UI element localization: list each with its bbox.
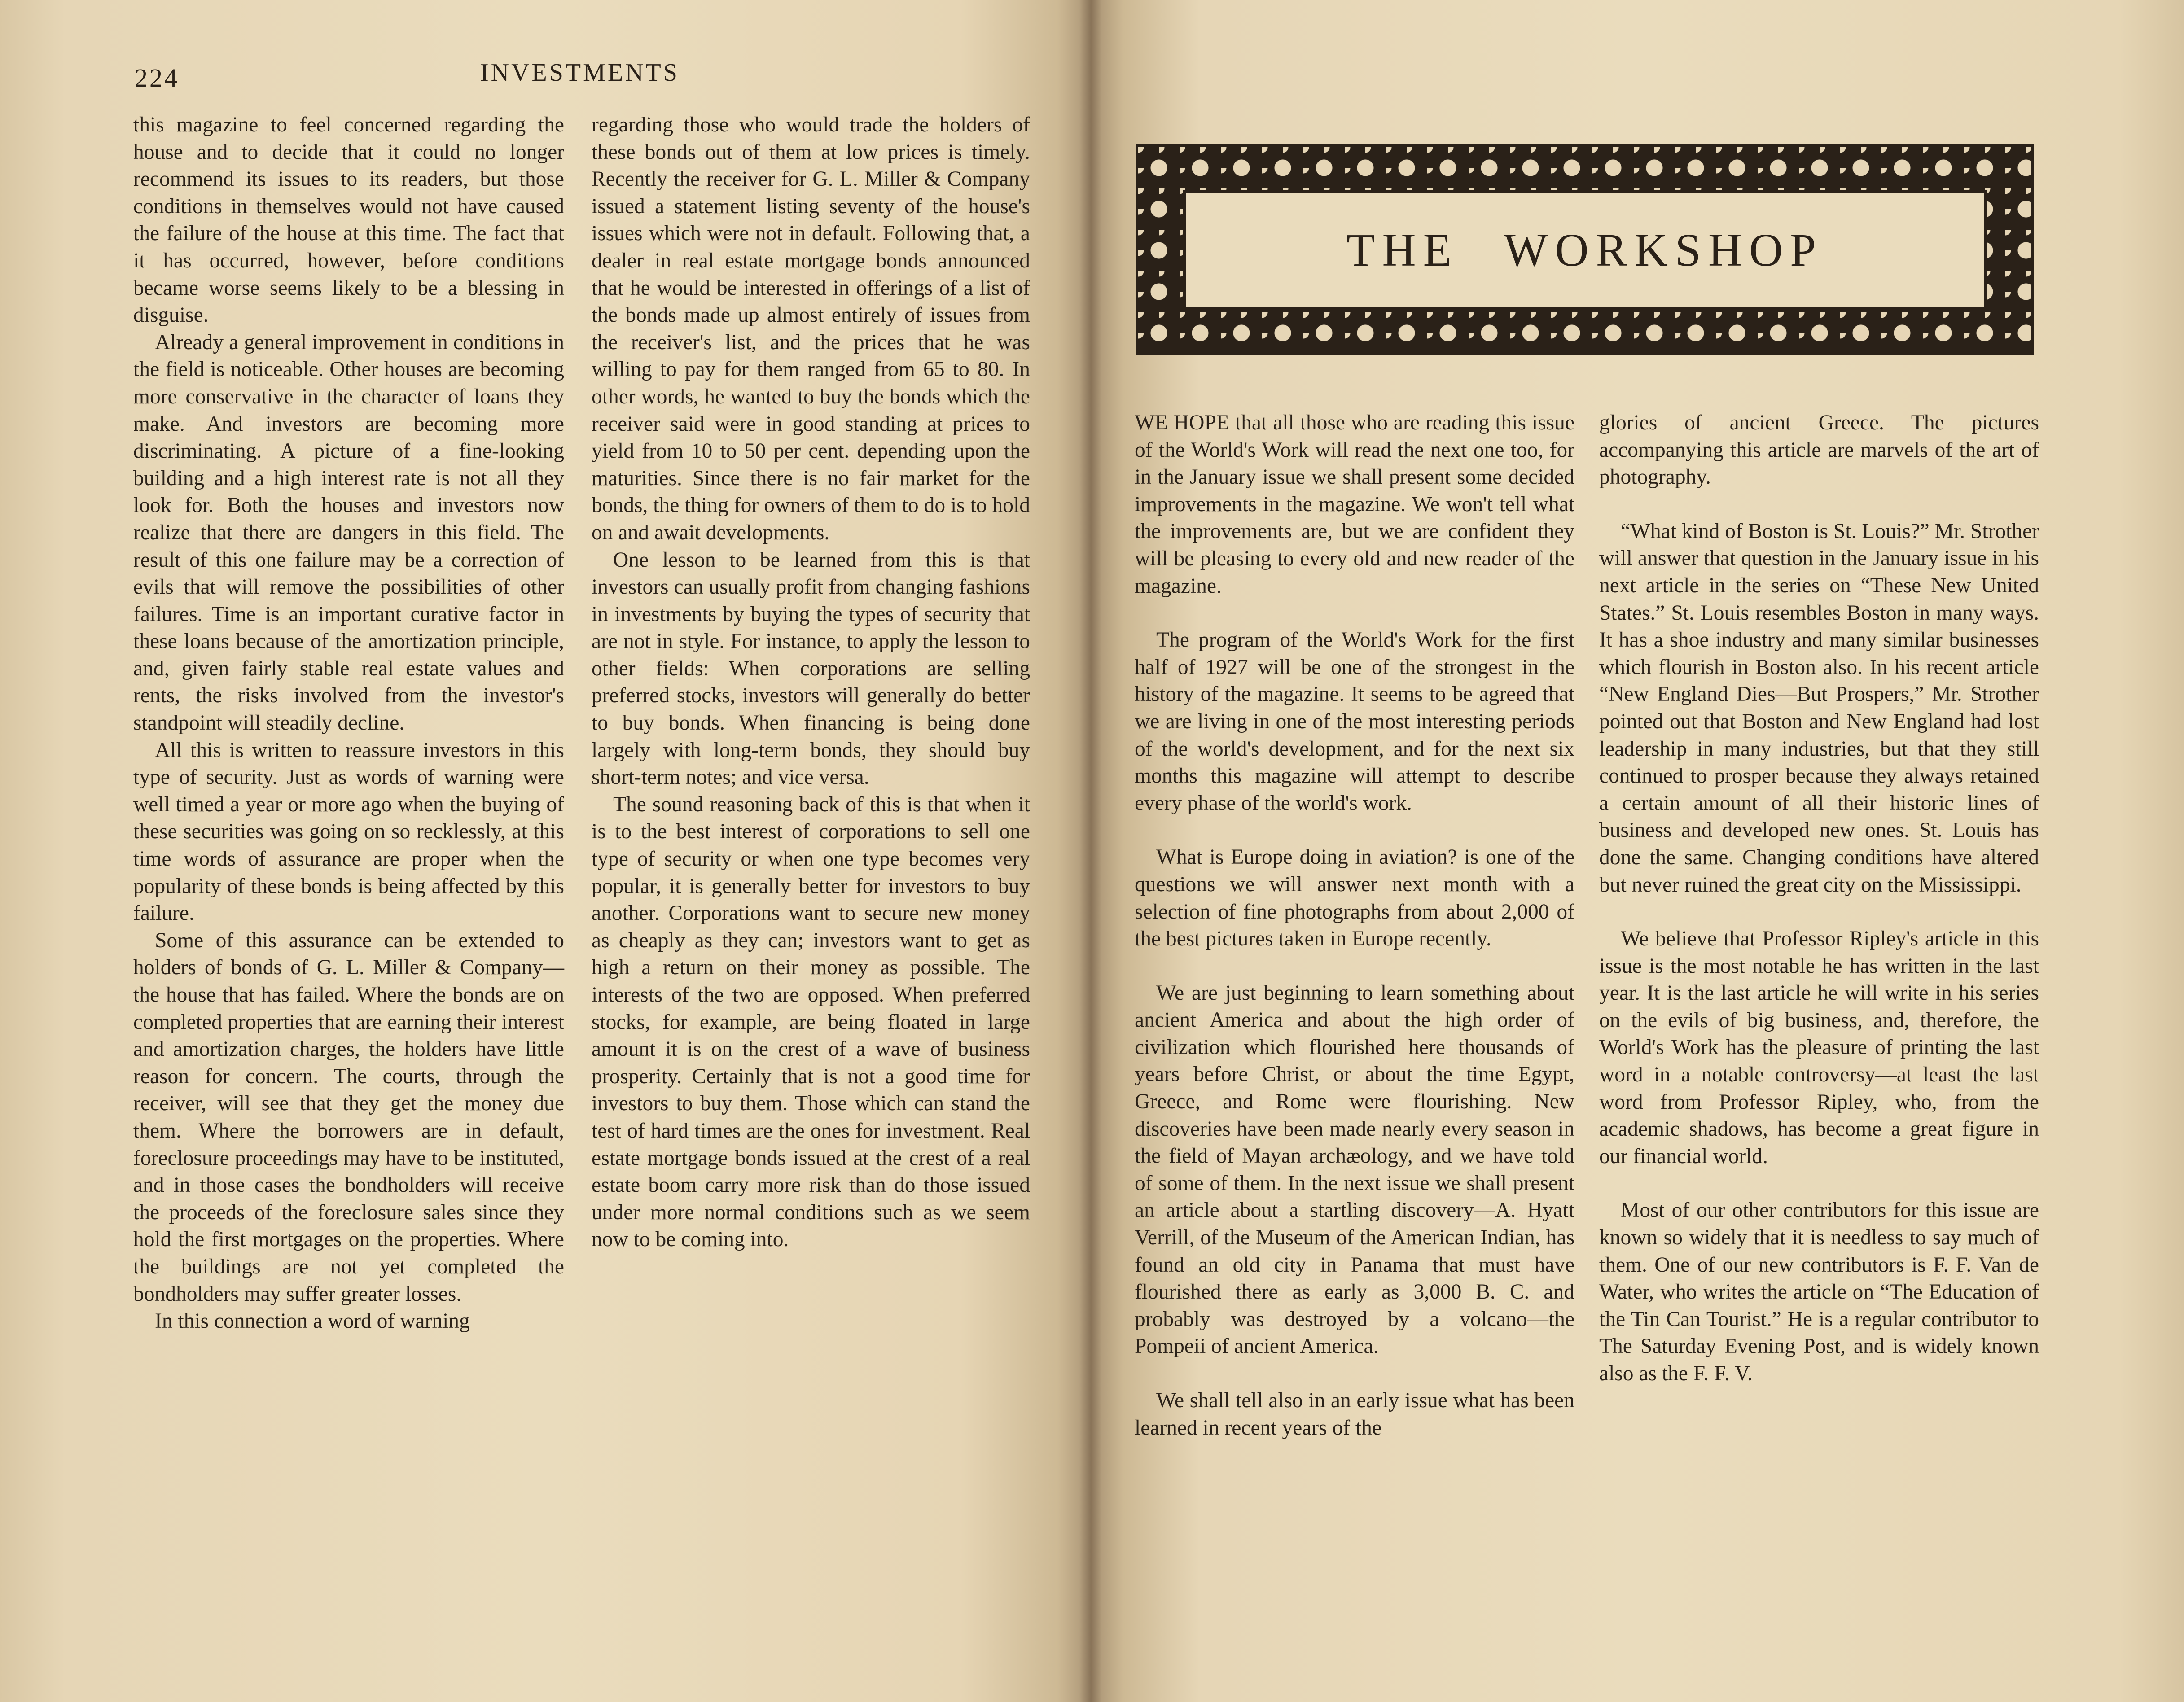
running-title: INVESTMENTS	[480, 59, 680, 87]
paragraph: regarding those who would trade the holders of these bonds out of them at low prices is timely. Recently the receiver for G. L. Miller & Company issued a statement listing seventy of the house's issues which were not in default. Following that, a dealer in real estate mortgage bonds announced that he would be interested in offerings of a list of the bonds made up almost entirely of issues from the receiver's list, and the prices that he was willing to pay for them ranged from 65 to 80. In other words, he wanted to buy the bonds which the receiver said were in good standing at prices to yield from 10 to 50 per cent. depending upon the maturities. Since there is no fair market for the bonds, the thing for owners of them to do is to hold on and await developments.	[592, 113, 1030, 544]
right-column-2	[1599, 409, 2039, 1387]
paragraph: All this is written to reassure investors in this type of security. Just as words of warning were well timed a year or more ago when the buying of these securities was going on so recklessly, at this time words of assurance are proper when the popularity of these bonds is being affected by this failure.	[133, 738, 564, 925]
left-column-1	[133, 111, 564, 1335]
paragraph: One lesson to be learned from this is that investors can usually profit from changing fashions in investments by buying the types of security that are not in style. For instance, to apply the lesson to other fields: When corporations are selling preferred stocks, investors will generally do better to buy bonds. When financing is being done largely with long-term bonds, they should buy short-term notes; and vice versa.	[592, 548, 1030, 789]
section-title: THE WORKSHOP	[1346, 224, 1823, 276]
paragraph: We are just beginning to learn something about ancient America and about the high order of civilization which flourished here thousands of years before Christ, or about the time Egypt, Greece, and Rome were flourishing. New discoveries have been made nearly every season in the field of Mayan archæology, and we have told of some of them. In the next issue we shall present an article about a startling discovery—A. Hyatt Verrill, of the Museum of the American Indian, has found an old city in Panama that must have flourished there as early as 3,000 B. C. and probably was destroyed by a volcano—the Pompeii of ancient America.	[1135, 981, 1574, 1358]
paragraph: Some of this assurance can be extended to holders of bonds of G. L. Miller & Company—the house that has failed. Where the bonds are on completed properties that are earning their interest and amortization charges, the holders have little reason for concern. The courts, through the receiver, will see that they get the money due them. Where the borrowers are in default, foreclosure proceedings may have to be instituted, and in those cases the bondholders will receive the proceeds of the foreclosure sales since they hold the first mortgages on the properties. Where the buildings are not yet completed the bondholders may suffer greater losses.	[133, 928, 564, 1306]
paragraph: Already a general improvement in conditions in the field is noticeable. Other houses are becoming more conservative in the character of loans they make. And investors are becoming more discriminating. A picture of a fine-looking building and a high interest rate is not all they look for. Both the houses and investors now realize that there are dangers in this field. The result of this one failure may be a correction of evils that will remove the possibilities of other failures. Time is an important curative factor in these loans because of the amortization principle, and, given fairly stable real estate values and rents, the risks involved from the investor's standpoint will steadily decline.	[133, 330, 564, 735]
paragraph: In this connection a word of warning	[155, 1309, 470, 1333]
book-gutter	[1079, 0, 1102, 1702]
paragraph: What is Europe doing in aviation? is one of the questions we will answer next month with a selection of fine photographs from about 2,000 of the best pictures taken in Europe recently.	[1135, 845, 1574, 951]
paragraph: The sound reasoning back of this is that when it is to the best interest of corporations to sell one type of security or when one type becomes very popular, it is generally better for investors to buy another. Corporations want to secure new money as cheaply as they can; investors want to get as high a return on their money as possible. The interests of the two are opposed. When preferred stocks, for example, are being floated in large amount it is on the crest of a wave of business prosperity. Certainly that is not a good time for investors to buy them. Those which can stand the test of hard times are the ones for investment. Real estate mortgage bonds issued at the crest of a real estate boom carry more risk than do those issued under more normal conditions such as we seem now to be coming into.	[592, 792, 1030, 1251]
paragraph: We shall tell also in an early issue what has been learned in recent years of the	[1135, 1389, 1574, 1439]
paragraph: We believe that Professor Ripley's article in this issue is the most notable he has written in the last year. It is the last article he will write in his series on the evils of big business, and, therefore, the World's Work has the pleasure of printing the last word in a notable controversy—at least the last word from Professor Ripley, who, from the academic shadows, has become a great figure in our financial world.	[1599, 927, 2039, 1168]
paragraph: “What kind of Boston is St. Louis?” Mr. Strother will answer that question in the January issue in his next article in the series on “These New United States.” St. Louis resembles Boston in many ways. It has a shoe industry and many similar businesses which flourish in Boston also. In his recent article “New England Dies—But Prospers,” Mr. Strother pointed out that Boston and New England had lost leadership in many industries, but that they still continued to prosper because they always retained a certain amount of all their historic lines of business and developed new ones. St. Louis has done the same. Changing conditions have altered but never ruined the great city on the Mississippi.	[1599, 519, 2039, 897]
ornamental-banner	[1136, 144, 2034, 355]
left-page	[0, 0, 1091, 1702]
paragraph: WE HOPE that all those who are reading this issue of the World's Work will read the next one too, for in the January issue we shall present some decided improvements in the magazine. We won't tell what the improvements are, but we are confident they will be pleasing to every old and new reader of the magazine.	[1135, 411, 1574, 598]
banner-frame	[1183, 190, 1987, 310]
paragraph: The program of the World's Work for the first half of 1927 will be one of the strongest in the history of the magazine. It seems to be agreed that we are living in one of the most interesting periods of the world's development, and for the next six months this magazine will attempt to describe every phase of the world's work.	[1135, 628, 1574, 815]
page-number: 224	[135, 63, 179, 92]
left-column-2	[592, 111, 1030, 1253]
paragraph: glories of ancient Greece. The pictures accompanying this article are marvels of the art of photography.	[1599, 411, 2039, 489]
paragraph: this magazine to feel concerned regarding the house and to decide that it could no longer recommend its issues to its readers, but those conditions in themselves would not have caused the failure of the house at this time. The fact that it has occurred, however, before conditions became worse seems likely to be a blessing in disguise.	[133, 113, 564, 327]
right-column-1	[1135, 409, 1574, 1441]
paragraph: Most of our other contributors for this issue are known so widely that it is needless to say much of them. One of our new contributors is F. F. Van de Water, who writes the article on “The Education of the Tin Can Tourist.” He is a regular contributor to The Saturday Evening Post, and is widely known also as the F. F. V.	[1599, 1199, 2039, 1385]
